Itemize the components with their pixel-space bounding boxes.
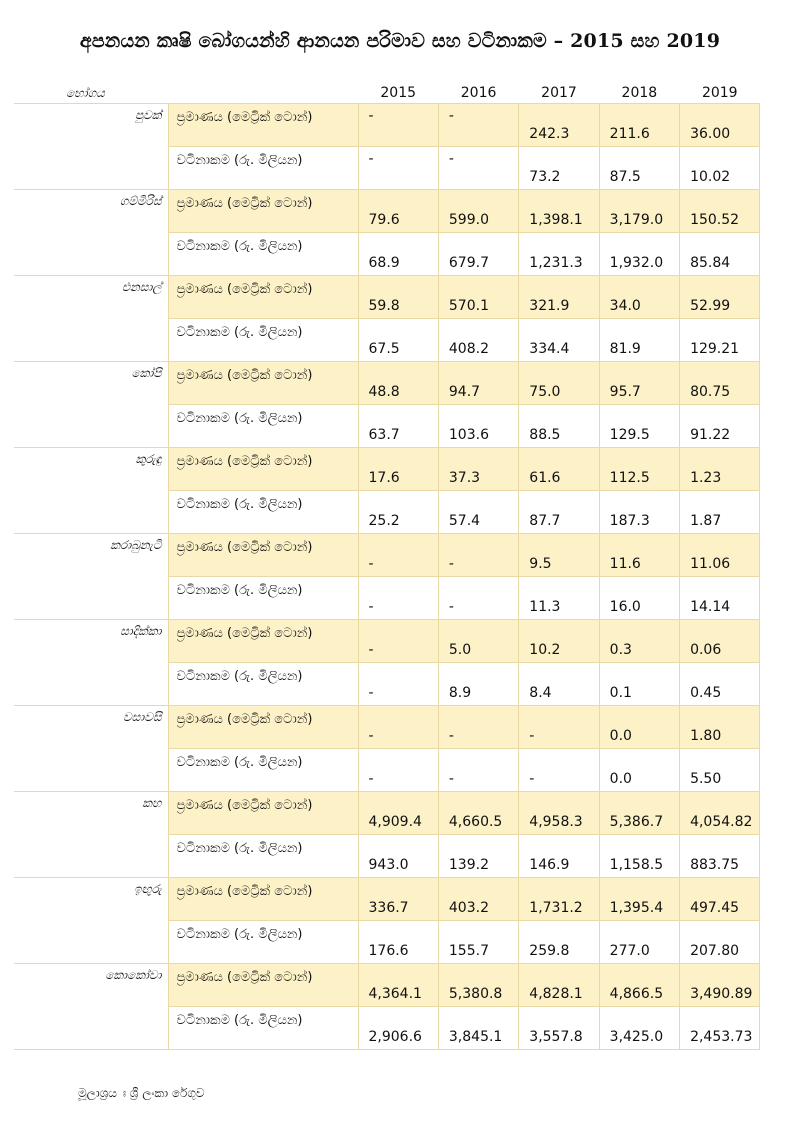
table-row: [14, 405, 760, 448]
table-cell: 4,958.3: [519, 792, 599, 835]
table-cell: 599.0: [438, 190, 518, 233]
table-cell: 943.0: [358, 835, 438, 878]
table-cell: 176.6: [358, 921, 438, 964]
table-cell: 1.23: [680, 448, 760, 491]
year-header: 2016: [460, 85, 497, 101]
value-label: වටිනාකම (රු. මිලියන): [168, 233, 358, 276]
table-cell: -: [358, 749, 438, 792]
crop-name: කෝපි: [14, 362, 168, 405]
table-cell: 4,364.1: [358, 964, 438, 1007]
crop-name: එනසාල්: [14, 276, 168, 319]
crop-spacer: [14, 921, 168, 964]
crop-name: ගම්මිරිස්: [14, 190, 168, 233]
value-label: වටිනාකම (රු. මිලියන): [168, 577, 358, 620]
table-cell: 3,557.8: [519, 1007, 599, 1050]
table-cell: 9.5: [519, 534, 599, 577]
table-cell: 321.9: [519, 276, 599, 319]
table-row: [14, 706, 760, 749]
table-cell: 187.3: [599, 491, 679, 534]
value-label: වටිනාකම (රු. මිලියන): [168, 921, 358, 964]
table-cell: 61.6: [519, 448, 599, 491]
table-cell: 2,453.73: [680, 1007, 760, 1050]
table-cell: 94.7: [438, 362, 518, 405]
quantity-label: ප්‍රමාණය (මෙට්‍රික් ටොන්): [168, 190, 358, 233]
quantity-label: ප්‍රමාණය (මෙට්‍රික් ටොන්): [168, 620, 358, 663]
table-body: [14, 104, 760, 1050]
table-cell: 37.3: [438, 448, 518, 491]
table-cell: 1,398.1: [519, 190, 599, 233]
table-cell: 5,386.7: [599, 792, 679, 835]
value-label: වටිනාකම (රු. මිලියන): [168, 147, 358, 190]
table-row: [14, 362, 760, 405]
table-cell: 1.87: [680, 491, 760, 534]
table-cell: 5.0: [438, 620, 518, 663]
table-cell: 408.2: [438, 319, 518, 362]
table-cell: -: [358, 577, 438, 620]
table-cell: 8.9: [438, 663, 518, 706]
crop-spacer: [14, 319, 168, 362]
crop-spacer: [14, 1007, 168, 1050]
table-cell: 497.45: [680, 878, 760, 921]
table-cell: 207.80: [680, 921, 760, 964]
table-cell: -: [358, 104, 438, 147]
table-cell: 5.50: [680, 749, 760, 792]
table-cell: 91.22: [680, 405, 760, 448]
table-cell: 103.6: [438, 405, 518, 448]
year-header: 2015: [380, 85, 417, 101]
value-label: වටිනාකම (රු. මිලියන): [168, 663, 358, 706]
table-cell: 25.2: [358, 491, 438, 534]
quantity-label: ප්‍රමාණය (මෙට්‍රික් ටොන්): [168, 448, 358, 491]
table-cell: -: [358, 620, 438, 663]
table-cell: 2,906.6: [358, 1007, 438, 1050]
table-row: [14, 319, 760, 362]
table-row: [14, 233, 760, 276]
table-cell: 4,909.4: [358, 792, 438, 835]
table-cell: 155.7: [438, 921, 518, 964]
table-cell: 17.6: [358, 448, 438, 491]
table-cell: 81.9: [599, 319, 679, 362]
crop-spacer: [14, 577, 168, 620]
source-note: මූලාශ්‍රය ඃ ශ්‍රී ලංකා රේගුව: [78, 1086, 205, 1100]
crop-spacer: [14, 663, 168, 706]
table-cell: 88.5: [519, 405, 599, 448]
table-cell: 139.2: [438, 835, 518, 878]
table-cell: 883.75: [680, 835, 760, 878]
crop-spacer: [14, 835, 168, 878]
table-cell: -: [519, 749, 599, 792]
table-row: [14, 147, 760, 190]
crop-spacer: [14, 491, 168, 534]
page-title: අපනයන කෘෂි බෝගයන්හි ආනයන පරිමාව සහ වටිනාකම – 2015 සහ 2019: [79, 30, 721, 52]
year-header: 2017: [541, 85, 577, 101]
quantity-label: ප්‍රමාණය (මෙට්‍රික් ටොන්): [168, 362, 358, 405]
table-cell: 16.0: [599, 577, 679, 620]
table-cell: 4,866.5: [599, 964, 679, 1007]
table-cell: 3,845.1: [438, 1007, 518, 1050]
quantity-label: ප්‍රමාණය (මෙට්‍රික් ටොන්): [168, 706, 358, 749]
table-row: [14, 104, 760, 147]
table-row: [14, 276, 760, 319]
year-header: 2019: [701, 85, 738, 101]
table-cell: -: [519, 706, 599, 749]
table-cell: 0.3: [599, 620, 679, 663]
table-cell: 11.6: [599, 534, 679, 577]
table-row: [14, 620, 760, 663]
crop-export-table: [14, 74, 760, 1050]
table-cell: 403.2: [438, 878, 518, 921]
crop-name: කරාබුනැටි: [14, 534, 168, 577]
quantity-label: ප්‍රමාණය (මෙට්‍රික් ටොන්): [168, 104, 358, 147]
table-cell: 75.0: [519, 362, 599, 405]
crop-name: කහ: [14, 792, 168, 835]
table-cell: 150.52: [680, 190, 760, 233]
table-cell: 48.8: [358, 362, 438, 405]
table-cell: -: [438, 749, 518, 792]
table-cell: 3,425.0: [599, 1007, 679, 1050]
table-cell: 570.1: [438, 276, 518, 319]
table-cell: 146.9: [519, 835, 599, 878]
table-cell: -: [438, 706, 518, 749]
table-cell: 1,395.4: [599, 878, 679, 921]
table-cell: 52.99: [680, 276, 760, 319]
table-cell: -: [438, 577, 518, 620]
table-cell: -: [358, 663, 438, 706]
table-cell: 59.8: [358, 276, 438, 319]
table-cell: 87.5: [599, 147, 679, 190]
table-cell: -: [438, 147, 518, 190]
table-row: [14, 835, 760, 878]
table-row: [14, 577, 760, 620]
table-cell: 259.8: [519, 921, 599, 964]
value-label: වටිනාකම (රු. මිලියන): [168, 319, 358, 362]
table-header-row: [14, 74, 760, 104]
table-cell: -: [438, 104, 518, 147]
table-cell: -: [358, 706, 438, 749]
table-cell: 57.4: [438, 491, 518, 534]
table-cell: 10.02: [680, 147, 760, 190]
table-cell: 67.5: [358, 319, 438, 362]
crop-spacer: [14, 147, 168, 190]
table-cell: 73.2: [519, 147, 599, 190]
table-cell: 68.9: [358, 233, 438, 276]
table-row: [14, 663, 760, 706]
quantity-label: ප්‍රමාණය (මෙට්‍රික් ටොන්): [168, 964, 358, 1007]
table-cell: 1,932.0: [599, 233, 679, 276]
table-cell: 5,380.8: [438, 964, 518, 1007]
table-row: [14, 448, 760, 491]
crop-name: කුරුඳු: [14, 448, 168, 491]
crop-name: පුවක්: [14, 104, 168, 147]
table-cell: 3,179.0: [599, 190, 679, 233]
table-cell: 277.0: [599, 921, 679, 964]
table-cell: 211.6: [599, 104, 679, 147]
value-label: වටිනාකම (රු. මිලියන): [168, 491, 358, 534]
table-cell: 87.7: [519, 491, 599, 534]
table-row: [14, 921, 760, 964]
table-cell: 34.0: [599, 276, 679, 319]
table-cell: 4,660.5: [438, 792, 518, 835]
table-cell: 36.00: [680, 104, 760, 147]
table-cell: 112.5: [599, 448, 679, 491]
table-cell: 1,731.2: [519, 878, 599, 921]
table-row: [14, 190, 760, 233]
table-cell: 79.6: [358, 190, 438, 233]
quantity-label: ප්‍රමාණය (මෙට්‍රික් ටොන්): [168, 534, 358, 577]
table-cell: 63.7: [358, 405, 438, 448]
crop-name: කොකෝවා: [14, 964, 168, 1007]
table-row: [14, 534, 760, 577]
table-cell: 4,828.1: [519, 964, 599, 1007]
value-label: වටිනාකම (රු. මිලියන): [168, 749, 358, 792]
value-label: වටිනාකම (රු. මිලියන): [168, 1007, 358, 1050]
table-cell: 1.80: [680, 706, 760, 749]
table-row: [14, 964, 760, 1007]
table-cell: 85.84: [680, 233, 760, 276]
crop-spacer: [14, 405, 168, 448]
metric-column-header: [168, 74, 358, 104]
table-cell: 129.5: [599, 405, 679, 448]
table-cell: 80.75: [680, 362, 760, 405]
table-cell: 14.14: [680, 577, 760, 620]
table-cell: 95.7: [599, 362, 679, 405]
table-row: [14, 749, 760, 792]
table-cell: 0.0: [599, 706, 679, 749]
table-cell: -: [358, 534, 438, 577]
table-cell: 679.7: [438, 233, 518, 276]
table-cell: 1,231.3: [519, 233, 599, 276]
table-cell: 10.2: [519, 620, 599, 663]
table-cell: 0.1: [599, 663, 679, 706]
table-cell: 0.45: [680, 663, 760, 706]
table-row: [14, 878, 760, 921]
table-cell: -: [358, 147, 438, 190]
year-header: 2018: [621, 85, 658, 101]
table-row: [14, 792, 760, 835]
table-row: [14, 491, 760, 534]
table-cell: 242.3: [519, 104, 599, 147]
crop-name: වසාවසි: [14, 706, 168, 749]
table-cell: 0.06: [680, 620, 760, 663]
table-cell: -: [438, 534, 518, 577]
crop-column-header: භෝගය: [66, 86, 105, 100]
table-cell: 11.06: [680, 534, 760, 577]
table-cell: 129.21: [680, 319, 760, 362]
crop-spacer: [14, 749, 168, 792]
table-cell: 11.3: [519, 577, 599, 620]
quantity-label: ප්‍රමාණය (මෙට්‍රික් ටොන්): [168, 878, 358, 921]
table-cell: 8.4: [519, 663, 599, 706]
crop-name: සාදික්කා: [14, 620, 168, 663]
table-row: [14, 1007, 760, 1050]
table-cell: 0.0: [599, 749, 679, 792]
table-cell: 336.7: [358, 878, 438, 921]
table-cell: 4,054.82: [680, 792, 760, 835]
table-cell: 334.4: [519, 319, 599, 362]
table-cell: 3,490.89: [680, 964, 760, 1007]
value-label: වටිනාකම (රු. මිලියන): [168, 405, 358, 448]
quantity-label: ප්‍රමාණය (මෙට්‍රික් ටොන්): [168, 792, 358, 835]
quantity-label: ප්‍රමාණය (මෙට්‍රික් ටොන්): [168, 276, 358, 319]
crop-spacer: [14, 233, 168, 276]
value-label: වටිනාකම (රු. මිලියන): [168, 835, 358, 878]
crop-name: ඉඟුරු: [14, 878, 168, 921]
table-cell: 1,158.5: [599, 835, 679, 878]
